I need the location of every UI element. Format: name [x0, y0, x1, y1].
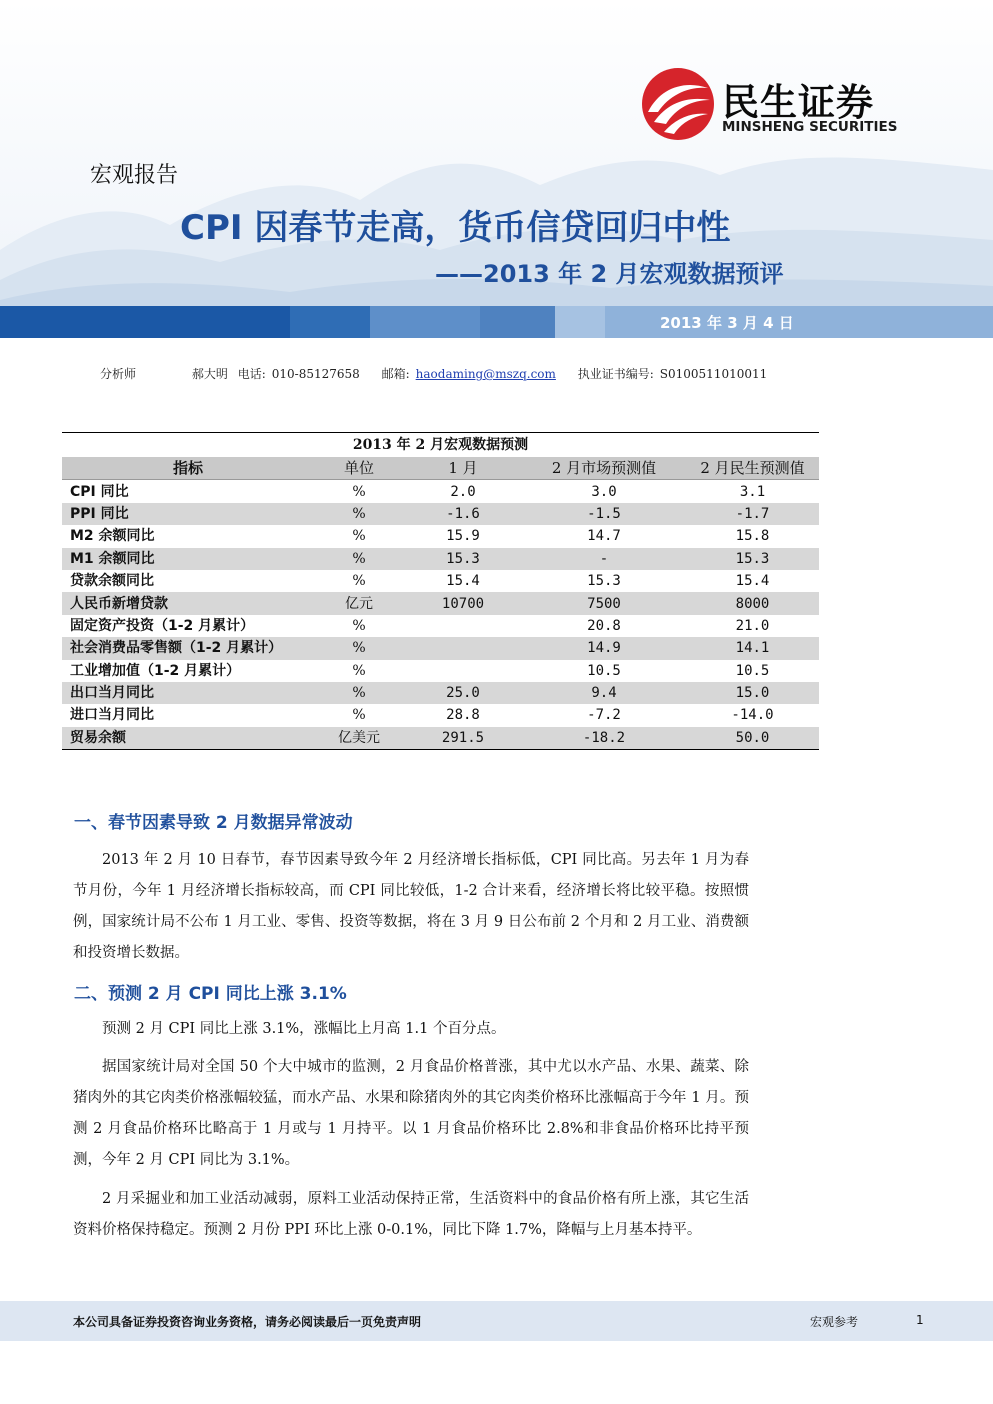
footer-disclaimer: 本公司具备证券投资咨询业务资格，请务必阅读最后一页免责声明	[73, 1315, 422, 1329]
table-row	[62, 525, 819, 547]
cell-unit: %	[314, 637, 404, 659]
logo-chinese-name: 民生证券	[722, 81, 874, 124]
phone-label: 电话:	[237, 367, 266, 381]
section-heading-1: 一、春节因素导致 2 月数据异常波动	[74, 813, 353, 833]
cell-jan	[404, 637, 522, 659]
report-date: 2013 年 3 月 4 日	[660, 314, 794, 332]
cell-name: 固定资产投资（1-2 月累计）	[70, 617, 255, 634]
email-link[interactable]: haodaming@mszq.com	[415, 367, 556, 381]
analyst-info	[100, 365, 773, 382]
table-row	[62, 615, 819, 637]
cell-unit: %	[352, 707, 366, 724]
cell-jan	[404, 660, 522, 682]
analyst-name: 郝大明	[191, 367, 228, 381]
table-header-row	[62, 457, 819, 480]
header-band	[0, 306, 993, 338]
paragraph: 预测 2 月 CPI 同比上涨 3.1%，涨幅比上月高 1.1 个百分点。	[102, 1021, 506, 1037]
email-label: 邮箱:	[381, 367, 410, 381]
cell-minsheng: 21.0	[735, 617, 770, 634]
cell-unit: %	[352, 528, 366, 545]
cell-market: 7500	[522, 592, 686, 614]
cell-market: -	[522, 548, 686, 570]
cell-minsheng: 15.3	[686, 548, 819, 570]
cell-minsheng: -1.7	[686, 503, 819, 525]
cell-name: 贷款余额同比	[70, 573, 154, 590]
cell-market: 14.9	[522, 637, 686, 659]
cell-name: PPI 同比	[62, 503, 314, 525]
phone-number: 010-85127658	[271, 367, 360, 381]
report-subtitle: ——2013 年 2 月宏观数据预评	[435, 260, 784, 288]
cell-market: 10.5	[587, 662, 621, 679]
cell-market: 15.3	[587, 573, 621, 590]
section-heading-2: 二、预测 2 月 CPI 同比上涨 3.1%	[74, 984, 347, 1004]
paragraph: 2 月采掘业和加工业活动减弱，原料工业活动保持正常，生活资料中的食品价格有所上涨，其它生活资料价格保持稳定。预测 2 月份 PPI 环比上涨 0-0.1%，同比下降 1.7%，降幅与上月基本持平。	[73, 1191, 749, 1238]
cell-jan: 28.8	[446, 707, 480, 724]
cell-minsheng: 15.0	[686, 682, 819, 704]
cell-minsheng: 10.5	[735, 662, 770, 679]
table-row	[62, 704, 819, 726]
table-row	[62, 660, 819, 682]
cell-jan: 25.0	[404, 682, 522, 704]
paragraph: 据国家统计局对全国 50 个大中城市的监测，2 月食品价格普涨，其中尤以水产品、水果、蔬菜、除猪肉外的其它肉类价格涨幅较猛，而水产品、水果和除猪肉外的其它肉类价格环比涨幅高于今年 1 月。预测 2 月食品价格环比略高于 1 月或与 1 月持平。以 1 月食品价格环比 2.8%和非食品价格环比持平预测，今年 2 月 CPI 同比为 3.1%。	[73, 1059, 749, 1168]
cell-name: M1 余额同比	[62, 548, 314, 570]
footer-category: 宏观参考	[810, 1315, 859, 1329]
cell-name: 贸易余额	[62, 727, 314, 750]
table-row	[62, 682, 819, 704]
cert-label: 执业证书编号:	[577, 367, 654, 381]
cell-market: 3.0	[591, 483, 617, 500]
report-type: 宏观报告	[90, 163, 179, 188]
cell-jan: -1.6	[404, 503, 522, 525]
cell-minsheng: 15.8	[735, 528, 770, 545]
cell-unit: %	[352, 662, 366, 679]
cell-jan: 15.9	[446, 528, 480, 545]
cell-unit: %	[314, 548, 404, 570]
cell-market: -7.2	[587, 707, 621, 724]
cell-unit: %	[314, 503, 404, 525]
table-row	[62, 548, 819, 570]
cell-name: CPI 同比	[70, 483, 129, 500]
cell-market: 20.8	[587, 617, 621, 634]
cell-jan	[404, 615, 522, 637]
cell-minsheng: 15.4	[735, 573, 770, 590]
col-header-minsheng: 2 月民生预测值	[686, 457, 819, 480]
cell-jan: 2.0	[450, 483, 476, 500]
cell-name: 工业增加值（1-2 月累计）	[70, 662, 241, 679]
logo-english-name: MINSHENG SECURITIES	[722, 119, 898, 135]
forecast-table	[62, 432, 819, 750]
table-caption: 2013 年 2 月宏观数据预测	[62, 433, 819, 458]
cell-name: M2 余额同比	[70, 528, 155, 545]
cell-name: 出口当月同比	[62, 682, 314, 704]
table-row	[62, 503, 819, 525]
table-row	[62, 570, 819, 592]
cell-minsheng: 50.0	[686, 727, 819, 750]
cell-jan: 15.4	[446, 573, 480, 590]
col-header-jan: 1 月	[404, 457, 522, 480]
table-row	[62, 727, 819, 750]
cell-name: 进口当月同比	[70, 707, 154, 724]
table-row	[62, 480, 819, 503]
cell-market: -18.2	[522, 727, 686, 750]
report-title: CPI 因春节走高，货币信贷回归中性	[180, 208, 731, 248]
cell-name: 人民币新增贷款	[62, 592, 314, 614]
cell-unit: 亿美元	[314, 727, 404, 750]
cell-name: 社会消费品零售额（1-2 月累计）	[62, 637, 314, 659]
cell-minsheng: 3.1	[739, 483, 766, 500]
table-body	[62, 480, 819, 750]
cell-jan: 291.5	[404, 727, 522, 750]
cell-unit: %	[352, 573, 366, 590]
cell-minsheng: 14.1	[686, 637, 819, 659]
cell-jan: 15.3	[404, 548, 522, 570]
cell-unit: %	[352, 483, 366, 500]
cell-minsheng: 8000	[686, 592, 819, 614]
cert-number: S0100511010011	[659, 367, 768, 381]
cell-unit: %	[352, 617, 366, 634]
cell-unit: %	[314, 682, 404, 704]
cell-jan: 10700	[404, 592, 522, 614]
col-header-market: 2 月市场预测值	[522, 457, 686, 480]
col-header-unit: 单位	[314, 457, 404, 480]
minsheng-logo-icon	[640, 66, 716, 142]
cell-unit: 亿元	[314, 592, 404, 614]
cell-market: 9.4	[522, 682, 686, 704]
cell-market: -1.5	[522, 503, 686, 525]
cell-minsheng: -14.0	[731, 707, 774, 724]
company-logo	[640, 66, 940, 146]
col-header-indicator: 指标	[62, 457, 314, 480]
table-row	[62, 592, 819, 614]
cell-market: 14.7	[587, 528, 621, 545]
paragraph: 2013 年 2 月 10 日春节，春节因素导致今年 2 月经济增长指标低，CPI 同比高。另去年 1 月为春节月份，今年 1 月经济增长指标较高，而 CPI 同比较低，1-2 合计来看，经济增长将比较平稳。按照惯例，国家统计局不公布 1 月工业、零售、投资等数据，将在 3 月 9 日公布前 2 个月和 2 月工业、消费额和投资增长数据。	[73, 852, 749, 961]
table-row	[62, 637, 819, 659]
page-number: 1	[916, 1313, 924, 1327]
analyst-role: 分析师	[100, 367, 137, 381]
